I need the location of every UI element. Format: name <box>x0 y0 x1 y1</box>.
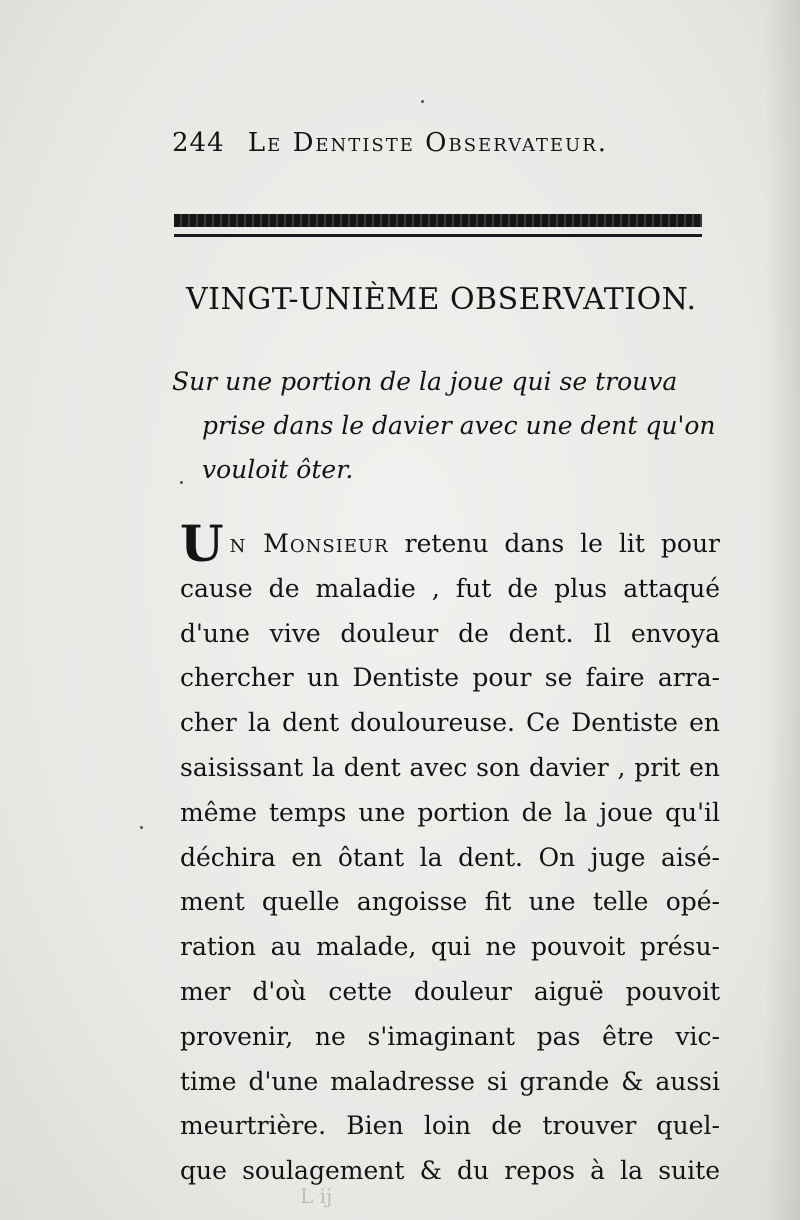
body-line-first <box>180 514 721 573</box>
body-line: déchira en ôtant la dent. On juge aisé- <box>180 842 720 872</box>
chapter-title: VINGT-UNIÈME OBSERVATION. <box>186 282 697 317</box>
body-line: time d'une maladresse si grande & aussi <box>180 1066 720 1096</box>
drop-cap: U <box>180 514 224 573</box>
ornamental-rule <box>174 214 702 227</box>
chapter-subtitle <box>172 360 716 492</box>
body-line: même temps une portion de la joue qu'il <box>180 797 720 827</box>
body-line: d'une vive douleur de dent. Il envoya <box>180 618 720 648</box>
page-edge-shadow <box>764 0 800 1220</box>
thin-rule <box>174 234 702 237</box>
subtitle-line: prise dans le davier avec une dent qu'on <box>202 411 716 440</box>
body-line: saisissant la dent avec son davier , prit en <box>180 752 720 782</box>
subtitle-line: vouloit ôter. <box>202 455 354 484</box>
body-line: chercher un Dentiste pour se faire arra- <box>180 663 720 693</box>
body-text <box>180 514 721 1194</box>
subtitle-line: Sur une portion de la joue qui se trouva <box>172 367 678 396</box>
page-number: 244 <box>172 128 225 158</box>
body-line: mer d'où cette douleur aiguë pouvoit <box>180 976 720 1006</box>
body-line: meurtrière. Bien loin de trouver quel- <box>180 1111 720 1141</box>
ink-speck <box>421 100 424 103</box>
body-line: cause de maladie , fut de plus attaqué <box>180 573 720 603</box>
body-line: que soulagement & du repos à la suite <box>180 1156 720 1186</box>
ink-speck <box>140 826 143 829</box>
running-header <box>172 128 712 168</box>
signature-mark: L ij <box>300 1184 333 1208</box>
running-title: Le Dentiste Observateur. <box>247 128 609 158</box>
first-line-rest: retenu dans le lit pour <box>404 529 721 558</box>
body-line: provenir, ne s'imaginant pas être vic- <box>180 1021 720 1051</box>
body-line: ment quelle angoisse fit une telle opé- <box>180 887 720 917</box>
body-line: cher la dent douloureuse. Ce Dentiste en <box>180 708 720 738</box>
ink-speck <box>180 481 183 484</box>
body-line: ration au malade, qui ne pouvoit présu- <box>180 932 720 962</box>
opening-words: n Monsieur <box>229 529 389 558</box>
